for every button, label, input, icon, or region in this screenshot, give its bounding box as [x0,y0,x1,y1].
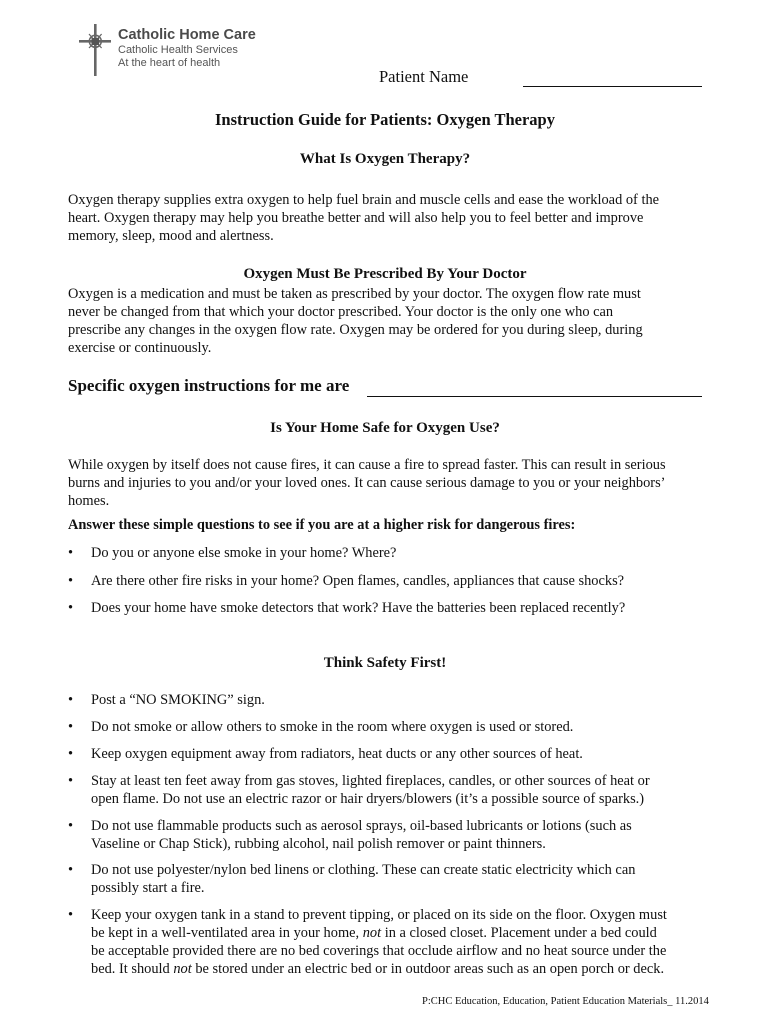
paragraph-line: While oxygen by itself does not cause fires, it can cause a fire to spread faster. This can result in serious [68,457,666,473]
bullet-icon: • [68,818,74,834]
section3-paragraph [68,456,708,510]
document-title: Instruction Guide for Patients: Oxygen Therapy [215,110,555,129]
list-item-text: Are there other fire risks in your home? Open flames, candles, appliances that cause shocks? [91,573,625,589]
patient-name-label: Patient Name [379,67,469,86]
list-item-text [91,772,708,808]
list-item-line: Keep your oxygen tank in a stand to prevent tipping, or placed on its side on the floor. Oxygen must [91,907,667,923]
logo-tagline: At the heart of health [118,57,221,69]
bullet-icon: • [68,907,74,923]
list-item-line: be acceptable provided there are no bed coverings that occlude airflow and no heat source under the [91,943,667,959]
paragraph-line: Oxygen therapy supplies extra oxygen to help fuel brain and muscle cells and ease the workload of the [68,192,660,208]
questions-intro: Answer these simple questions to see if you are at a higher risk for dangerous fires: [68,517,576,533]
bullet-icon: • [68,862,74,878]
emphasis-text: not [173,961,192,977]
list-item [68,772,708,808]
bullet-icon: • [68,773,74,789]
paragraph-line: exercise or continuously. [68,340,212,356]
list-item-line: possibly start a fire. [91,880,205,896]
bullet-icon: • [68,719,74,735]
paragraph-line: burns and injuries to you and/or your loved ones. It can cause serious damage to you or your neighbors’ [68,475,666,491]
list-item-line: Vaseline or Chap Stick), rubbing alcohol, nail polish remover or paint thinners. [91,836,546,852]
cross-emblem-icon [76,22,116,78]
list-item-text [91,861,708,897]
section-heading-what-is-oxygen: What Is Oxygen Therapy? [299,151,471,167]
paragraph-line: prescribe any changes in the oxygen flow rate. Oxygen may be ordered for you during sleep, during [68,322,643,338]
paragraph-line: memory, sleep, mood and alertness. [68,228,274,244]
list-item-text: Do not smoke or allow others to smoke in the room where oxygen is used or stored. [91,719,574,735]
paragraph-line: never be changed from that which your doctor prescribed. Your doctor is the only one who can [68,304,614,320]
list-item [68,544,708,562]
bullet-icon: • [68,600,74,616]
list-item [68,906,708,978]
list-item-line: Do not use polyester/nylon bed linens or clothing. These can create static electricity which can [91,862,636,878]
bullet-icon: • [68,746,74,762]
text-run: be stored under an electric bed or in outdoor areas such as an open porch or deck. [191,961,665,977]
text-run: bed. It should [91,961,174,977]
paragraph-line: heart. Oxygen therapy may help you breathe better and will also help you to feel better and improve [68,210,644,226]
footer-note: P:CHC Education, Education, Patient Education Materials_ 11.2014 [422,996,709,1007]
list-item-text: Does your home have smoke detectors that work? Have the batteries been replaced recently? [91,600,626,616]
specific-instructions-label: Specific oxygen instructions for me are [68,376,350,395]
bullet-icon: • [68,573,74,589]
bullet-icon: • [68,545,74,561]
list-item-text: Keep oxygen equipment away from radiators, heat ducts or any other sources of heat. [91,746,583,762]
list-item-line [91,924,708,942]
list-item-text [91,906,708,978]
list-item-text [91,817,708,853]
section1-paragraph [68,191,708,245]
text-run: be kept in a well-ventilated area in your home, [91,925,363,941]
text-run: in a closed closet. Placement under a bed could [381,925,657,941]
list-item-text: Post a “NO SMOKING” sign. [91,692,265,708]
list-item [68,745,708,763]
specific-instructions-blank-line[interactable] [367,396,702,397]
list-item [68,817,708,853]
list-item [68,599,708,617]
organization-logo [76,22,276,80]
section-heading-home-safe: Is Your Home Safe for Oxygen Use? [270,420,500,436]
list-item [68,572,708,590]
logo-subtitle: Catholic Health Services [118,44,238,56]
emphasis-text: not [362,925,382,941]
section-heading-think-safety: Think Safety First! [323,655,447,671]
paragraph-line: Oxygen is a medication and must be taken as prescribed by your doctor. The oxygen flow rate must [68,286,641,302]
list-item-line: Do not use flammable products such as aerosol sprays, oil-based lubricants or lotions (such as [91,818,632,834]
patient-name-blank-line[interactable] [523,86,702,87]
list-item [68,861,708,897]
list-item [68,691,708,709]
section-heading-prescribed: Oxygen Must Be Prescribed By Your Doctor [243,266,527,282]
list-item [68,718,708,736]
list-item-text: Do you or anyone else smoke in your home? Where? [91,545,397,561]
logo-title: Catholic Home Care [118,27,256,43]
paragraph-line: homes. [68,493,110,509]
list-item-line [91,960,708,978]
list-item-line: Stay at least ten feet away from gas stoves, lighted fireplaces, candles, or other sources of heat or [91,773,650,789]
list-item-line: open flame. Do not use an electric razor or hair dryers/blowers (it’s a possible source of sparks.) [91,791,645,807]
bullet-icon: • [68,692,74,708]
section2-paragraph [68,285,708,357]
